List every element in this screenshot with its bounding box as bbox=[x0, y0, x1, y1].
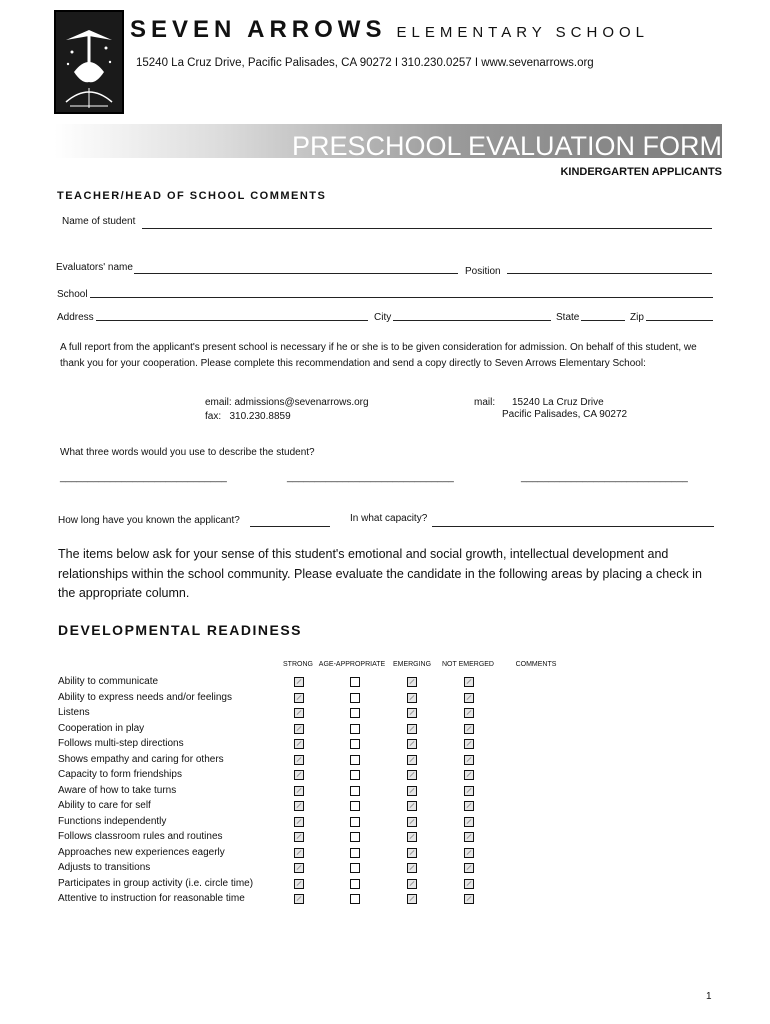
address-field[interactable] bbox=[96, 320, 368, 321]
rating-checkbox[interactable] bbox=[464, 739, 474, 749]
three-words-question: What three words would you use to describe the student? bbox=[60, 447, 315, 458]
column-emerging: EMERGING bbox=[392, 661, 432, 668]
rating-checkbox[interactable] bbox=[407, 817, 417, 827]
mail-address-line1: 15240 La Cruz Drive bbox=[512, 397, 604, 408]
rating-checkbox[interactable] bbox=[407, 848, 417, 858]
readiness-item-label: Ability to communicate bbox=[58, 676, 159, 687]
mail-address-line2: Pacific Palisades, CA 90272 bbox=[502, 409, 628, 420]
column-comments: COMMENTS bbox=[515, 661, 557, 668]
rating-checkbox[interactable] bbox=[350, 770, 360, 780]
fax-contact: fax: 310.230.8859 bbox=[205, 411, 291, 422]
rating-checkbox[interactable] bbox=[294, 724, 304, 734]
readiness-item-label: Attentive to instruction for reasonable time bbox=[58, 893, 245, 904]
rating-checkbox[interactable] bbox=[464, 801, 474, 811]
readiness-item-label: Functions independently bbox=[58, 815, 167, 827]
mail-label: mail: bbox=[474, 397, 496, 408]
evaluation-intro: The items below ask for your sense of this student's emotional and social growth, intellectual development and relationships within the school community. Please evaluate the candidate in the following areas by placing a check in the appropriate column. bbox=[58, 547, 702, 600]
state-label: State bbox=[556, 312, 580, 323]
rating-checkbox[interactable] bbox=[407, 786, 417, 796]
rating-checkbox[interactable] bbox=[350, 894, 360, 904]
school-field[interactable] bbox=[90, 297, 713, 298]
rating-checkbox[interactable] bbox=[407, 755, 417, 765]
rating-checkbox[interactable] bbox=[464, 755, 474, 765]
rating-checkbox[interactable] bbox=[294, 770, 304, 780]
form-subtitle: KINDERGARTEN APPLICANTS bbox=[560, 166, 722, 178]
rating-checkbox[interactable] bbox=[350, 755, 360, 765]
school-label: School bbox=[57, 289, 88, 300]
rating-checkbox[interactable] bbox=[294, 708, 304, 718]
rating-checkbox[interactable] bbox=[464, 724, 474, 734]
readiness-item-label: Follows multi-step directions bbox=[58, 738, 184, 749]
evaluator-name-label: Evaluators' name bbox=[56, 262, 133, 273]
rating-checkbox[interactable] bbox=[407, 832, 417, 842]
capacity-field[interactable] bbox=[432, 526, 714, 527]
readiness-item-label: Follows classroom rules and routines bbox=[58, 831, 223, 842]
rating-checkbox[interactable] bbox=[464, 770, 474, 780]
readiness-item-label: Ability to care for self bbox=[58, 800, 151, 811]
rating-checkbox[interactable] bbox=[350, 739, 360, 749]
readiness-heading: DEVELOPMENTAL READINESS bbox=[58, 622, 303, 638]
rating-checkbox[interactable] bbox=[350, 879, 360, 889]
rating-checkbox[interactable] bbox=[294, 817, 304, 827]
readiness-item-label: Shows empathy and caring for others bbox=[58, 753, 224, 765]
rating-checkbox[interactable] bbox=[350, 786, 360, 796]
word-3-field[interactable]: ______________________________ bbox=[521, 472, 688, 483]
rating-checkbox[interactable] bbox=[294, 801, 304, 811]
word-2-field[interactable]: ______________________________ bbox=[287, 472, 454, 483]
readiness-item-label: Approaches new experiences eagerly bbox=[58, 846, 225, 858]
rating-checkbox[interactable] bbox=[350, 708, 360, 718]
rating-checkbox[interactable] bbox=[464, 786, 474, 796]
city-label: City bbox=[374, 312, 392, 323]
zip-field[interactable] bbox=[646, 320, 713, 321]
rating-checkbox[interactable] bbox=[294, 879, 304, 889]
rating-checkbox[interactable] bbox=[407, 708, 417, 718]
rating-checkbox[interactable] bbox=[464, 693, 474, 703]
readiness-item-label: Cooperation in play bbox=[58, 722, 145, 734]
rating-checkbox[interactable] bbox=[350, 863, 360, 873]
school-name-main: SEVEN ARROWS bbox=[130, 16, 387, 43]
rating-checkbox[interactable] bbox=[294, 894, 304, 904]
position-label: Position bbox=[465, 266, 501, 277]
rating-checkbox[interactable] bbox=[294, 786, 304, 796]
rating-checkbox[interactable] bbox=[407, 894, 417, 904]
rating-checkbox[interactable] bbox=[294, 693, 304, 703]
rating-checkbox[interactable] bbox=[350, 848, 360, 858]
rating-checkbox[interactable] bbox=[407, 677, 417, 687]
form-title: PRESCHOOL EVALUATION FORM bbox=[291, 131, 722, 161]
student-name-field[interactable] bbox=[142, 228, 712, 229]
rating-checkbox[interactable] bbox=[407, 863, 417, 873]
rating-checkbox[interactable] bbox=[464, 863, 474, 873]
rating-checkbox[interactable] bbox=[464, 848, 474, 858]
rating-checkbox[interactable] bbox=[464, 708, 474, 718]
rating-checkbox[interactable] bbox=[350, 817, 360, 827]
address-label: Address bbox=[57, 312, 94, 323]
rating-checkbox[interactable] bbox=[294, 739, 304, 749]
readiness-item-label: Ability to express needs and/or feelings bbox=[58, 691, 232, 703]
zip-label: Zip bbox=[630, 312, 644, 323]
rating-checkbox[interactable] bbox=[350, 693, 360, 703]
rating-checkbox[interactable] bbox=[407, 879, 417, 889]
rating-checkbox[interactable] bbox=[464, 677, 474, 687]
school-logo bbox=[54, 10, 124, 114]
rating-checkbox[interactable] bbox=[350, 832, 360, 842]
known-duration-field[interactable] bbox=[250, 526, 330, 527]
section-heading: TEACHER/HEAD OF SCHOOL COMMENTS bbox=[57, 190, 327, 202]
rating-checkbox[interactable] bbox=[464, 879, 474, 889]
school-name-sub: ELEMENTARY SCHOOL bbox=[396, 24, 650, 41]
instructions-paragraph: A full report from the applicant's present school is necessary if he or she is to be given consideration for admission. On behalf of this student, we thank you for your cooperation. Please complete this recommendation and send a copy directly to Seven Arrows Elementary School: bbox=[60, 342, 697, 369]
rating-checkbox[interactable] bbox=[294, 848, 304, 858]
rating-checkbox[interactable] bbox=[350, 724, 360, 734]
evaluator-name-field[interactable] bbox=[134, 273, 458, 274]
rating-checkbox[interactable] bbox=[350, 801, 360, 811]
rating-checkbox[interactable] bbox=[294, 863, 304, 873]
rating-checkbox[interactable] bbox=[464, 894, 474, 904]
student-name-label: Name of student bbox=[62, 216, 136, 227]
known-duration-question: How long have you known the applicant? bbox=[58, 515, 240, 526]
rating-checkbox[interactable] bbox=[294, 755, 304, 765]
rating-checkbox[interactable] bbox=[464, 817, 474, 827]
readiness-item-label: Aware of how to take turns bbox=[58, 784, 177, 796]
rating-checkbox[interactable] bbox=[294, 832, 304, 842]
readiness-item-label: Capacity to form friendships bbox=[58, 769, 182, 780]
school-address: 15240 La Cruz Drive, Pacific Palisades, CA 90272 I 310.230.0257 I www.sevenarrows.org bbox=[136, 57, 594, 69]
city-field[interactable] bbox=[393, 320, 551, 321]
column-not-emerged: NOT EMERGED bbox=[442, 661, 494, 668]
school-logo-art-icon bbox=[56, 12, 122, 112]
rating-checkbox[interactable] bbox=[407, 770, 417, 780]
rating-checkbox[interactable] bbox=[407, 724, 417, 734]
column-strong: STRONG bbox=[283, 661, 313, 668]
column-age-appropriate: AGE-APPROPRIATE bbox=[318, 661, 386, 668]
rating-checkbox[interactable] bbox=[407, 693, 417, 703]
rating-checkbox[interactable] bbox=[407, 739, 417, 749]
page-number: 1 bbox=[706, 991, 712, 1002]
readiness-item-label: Participates in group activity (i.e. circle time) bbox=[58, 877, 254, 889]
position-field[interactable] bbox=[507, 273, 712, 274]
email-contact: email: admissions@sevenarrows.org bbox=[205, 397, 369, 408]
state-field[interactable] bbox=[581, 320, 625, 321]
readiness-item-label: Adjusts to transitions bbox=[58, 862, 151, 873]
word-1-field[interactable]: ______________________________ bbox=[60, 472, 227, 483]
rating-checkbox[interactable] bbox=[350, 677, 360, 687]
rating-checkbox[interactable] bbox=[464, 832, 474, 842]
capacity-question: In what capacity? bbox=[350, 513, 428, 524]
rating-checkbox[interactable] bbox=[407, 801, 417, 811]
rating-checkbox[interactable] bbox=[294, 677, 304, 687]
school-name bbox=[130, 16, 649, 44]
readiness-item-label: Listens bbox=[58, 707, 90, 718]
